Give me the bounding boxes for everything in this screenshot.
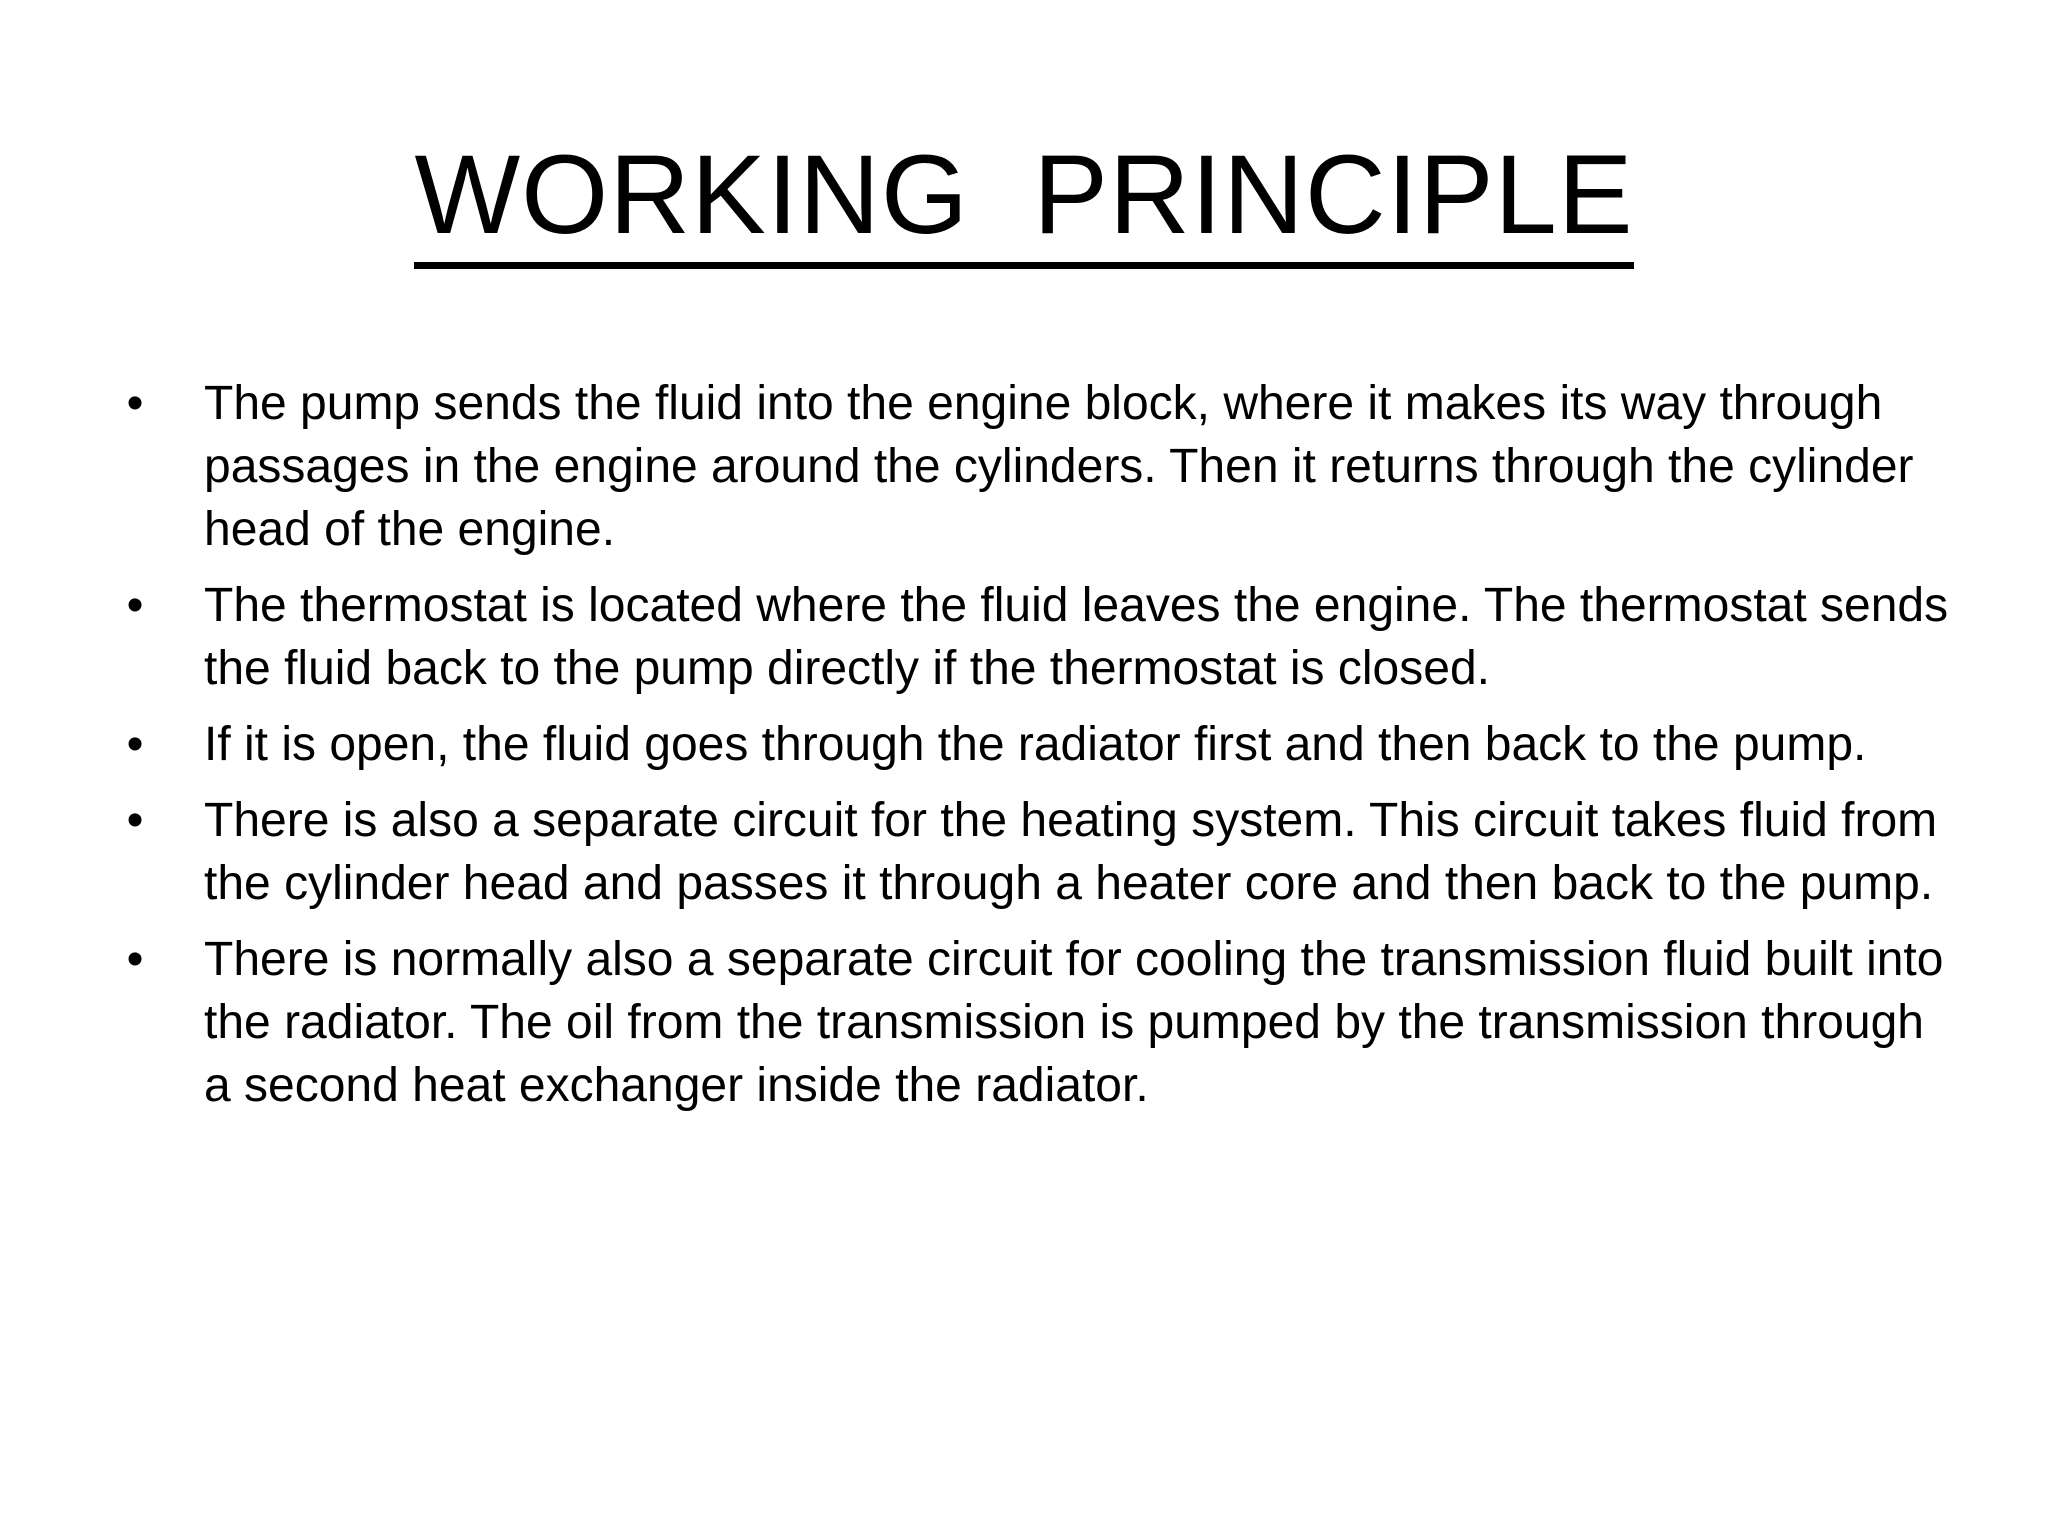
bullet-text: There is also a separate circuit for the heating system. This circuit takes fluid from the cylinder head and passes it through a heater core and then back to the pump.	[204, 794, 1938, 910]
slide-title: WORKING PRINCIPLE	[414, 130, 1633, 269]
bullet-item	[120, 372, 1950, 561]
bullet-icon: •	[126, 377, 144, 430]
bullet-item	[120, 928, 1950, 1117]
bullet-item	[120, 713, 1950, 776]
bullet-icon: •	[126, 579, 144, 632]
bullet-item	[120, 789, 1950, 915]
bullet-icon: •	[126, 794, 144, 847]
bullet-list	[120, 372, 1950, 1130]
bullet-text: The pump sends the fluid into the engine block, where it makes its way through passages in the engine around the cylinders. Then it returns through the cylinder head of the engine.	[204, 377, 1914, 556]
bullet-icon: •	[126, 718, 144, 771]
bullet-text: There is normally also a separate circuit for cooling the transmission fluid built into the radiator. The oil from the transmission is pumped by the transmission through a second heat exchanger inside the radiator.	[204, 933, 1944, 1112]
bullet-text: The thermostat is located where the fluid leaves the engine. The thermostat sends the fluid back to the pump directly if the thermostat is closed.	[204, 579, 1949, 695]
title-container	[0, 130, 2048, 269]
bullet-text: If it is open, the fluid goes through the radiator first and then back to the pump.	[204, 718, 1867, 771]
bullet-item	[120, 574, 1950, 700]
bullet-icon: •	[126, 933, 144, 986]
